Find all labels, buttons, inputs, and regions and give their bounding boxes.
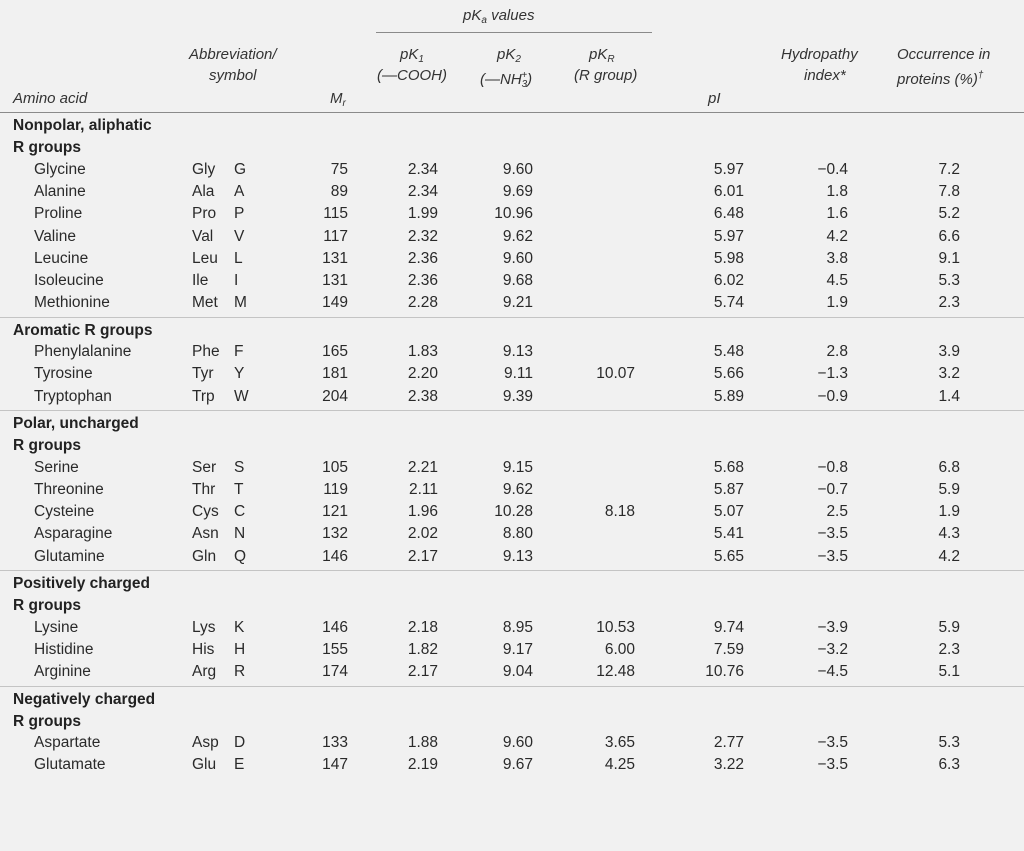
- cell-hydro: −3.5: [817, 734, 848, 752]
- cell-pk2: 9.17: [502, 640, 533, 658]
- cell-hydro: −0.7: [817, 480, 848, 498]
- cell-mr: 155: [322, 640, 348, 658]
- cell-occ: 5.9: [938, 618, 960, 636]
- cell-occ: 7.2: [938, 160, 960, 178]
- group-heading: R groups: [13, 597, 82, 615]
- cell-abbr: Thr: [192, 480, 216, 498]
- cell-abbr: Cys: [192, 503, 219, 521]
- cell-pk2: 9.60: [502, 734, 533, 752]
- cell-pk2: 9.69: [502, 182, 533, 200]
- cell-name: Proline: [34, 205, 83, 223]
- cell-pk1: 2.21: [407, 458, 438, 476]
- cell-pk2: 9.60: [502, 249, 533, 267]
- pkr-header-line1: $pK_R$: [589, 46, 615, 65]
- cell-hydro: −3.2: [817, 640, 848, 658]
- cell-occ: 5.3: [938, 734, 960, 752]
- cell-pi: 5.87: [713, 480, 744, 498]
- cell-hydro: −3.5: [817, 525, 848, 543]
- cell-occ: 5.9: [938, 480, 960, 498]
- cell-sym: P: [234, 205, 245, 223]
- cell-pi: 2.77: [713, 734, 744, 752]
- cell-sym: D: [234, 734, 246, 752]
- cell-name: Lysine: [34, 618, 79, 636]
- cell-pkr: 4.25: [604, 756, 635, 774]
- cell-pk1: 1.99: [407, 205, 438, 223]
- group-separator-rule: [0, 410, 1024, 411]
- cell-hydro: 4.5: [826, 272, 848, 290]
- cell-occ: 2.3: [938, 294, 960, 312]
- group-heading: R groups: [13, 712, 82, 730]
- cell-pi: 5.07: [713, 503, 744, 521]
- pk2-header-line1: $pK_2$: [497, 46, 521, 65]
- occurrence-header-line2: proteins (%)†: [897, 70, 984, 88]
- occurrence-header-line1: Occurrence in: [897, 46, 991, 63]
- cell-occ: 1.9: [938, 503, 960, 521]
- group-heading: Positively charged: [13, 575, 150, 592]
- group-heading: Negatively charged: [13, 690, 156, 708]
- cell-occ: 2.3: [938, 640, 960, 658]
- cell-hydro: 1.8: [826, 182, 848, 200]
- cell-abbr: Asp: [192, 734, 219, 752]
- cell-sym: M: [234, 294, 247, 312]
- cell-pk1: 1.82: [407, 640, 438, 658]
- cell-hydro: −0.4: [817, 160, 848, 178]
- cell-mr: 75: [330, 160, 348, 178]
- cell-mr: 181: [322, 365, 348, 383]
- cell-pk1: 1.88: [407, 734, 438, 752]
- mr-header: $M_r$: [330, 90, 346, 109]
- cell-occ: 6.6: [938, 227, 960, 245]
- cell-hydro: 1.6: [826, 205, 848, 223]
- cell-pk2: 9.13: [502, 343, 533, 360]
- group-heading: R groups: [13, 139, 82, 157]
- group-heading: Nonpolar, aliphatic: [13, 117, 152, 134]
- cell-hydro: 2.5: [826, 503, 848, 521]
- cell-abbr: Tyr: [192, 365, 214, 383]
- cell-sym: V: [234, 227, 245, 245]
- cell-mr: 89: [330, 182, 348, 200]
- cell-abbr: Ala: [192, 182, 215, 200]
- pka-values-header: $pK_a$ values: [463, 7, 535, 26]
- cell-abbr: Met: [192, 294, 218, 312]
- cell-name: Tryptophan: [34, 387, 112, 405]
- cell-hydro: −3.5: [817, 756, 848, 774]
- cell-sym: Q: [234, 547, 247, 565]
- cell-pk1: 2.02: [407, 525, 438, 543]
- cell-name: Threonine: [34, 480, 104, 498]
- cell-pk2: 9.13: [502, 547, 533, 565]
- cell-abbr: Gly: [192, 160, 216, 178]
- cell-mr: 146: [322, 547, 348, 565]
- cell-sym: N: [234, 525, 246, 543]
- cell-hydro: 3.8: [826, 249, 848, 267]
- group-heading: R groups: [13, 437, 82, 455]
- cell-abbr: His: [192, 640, 215, 658]
- cell-mr: 146: [322, 618, 348, 636]
- cell-pk1: 2.19: [407, 756, 438, 774]
- cell-mr: 117: [323, 227, 348, 245]
- cell-abbr: Lys: [192, 618, 216, 636]
- group-heading: Polar, uncharged: [13, 414, 139, 432]
- cell-name: Asparagine: [34, 525, 113, 543]
- cell-sym: F: [234, 343, 244, 360]
- cell-pi: 5.74: [713, 294, 744, 312]
- cell-pk2: 9.15: [502, 458, 533, 476]
- cell-pk1: 1.96: [407, 503, 438, 521]
- group-separator-rule: [0, 570, 1024, 571]
- cell-pi: 5.68: [713, 458, 744, 476]
- abbrev-header-line2: symbol: [209, 67, 257, 84]
- cell-sym: W: [234, 387, 249, 405]
- cell-sym: C: [234, 503, 246, 521]
- cell-abbr: Ile: [192, 272, 209, 290]
- cell-mr: 115: [323, 205, 348, 223]
- cell-abbr: Phe: [192, 343, 220, 360]
- cell-occ: 5.2: [938, 205, 960, 223]
- cell-hydro: 1.9: [826, 294, 848, 312]
- cell-name: Serine: [34, 458, 79, 476]
- cell-occ: 5.1: [938, 663, 960, 681]
- cell-name: Glutamine: [34, 547, 105, 565]
- cell-abbr: Arg: [192, 663, 217, 681]
- cell-hydro: −0.9: [817, 387, 848, 405]
- cell-pk1: 2.11: [408, 480, 438, 498]
- pkr-header-line2: (R group): [574, 67, 638, 84]
- cell-mr: 133: [322, 734, 348, 752]
- cell-sym: T: [234, 480, 244, 498]
- cell-mr: 165: [322, 343, 348, 360]
- cell-pk2: 9.62: [502, 480, 533, 498]
- cell-pk1: 2.36: [407, 272, 438, 290]
- cell-mr: 105: [322, 458, 348, 476]
- cell-abbr: Asn: [192, 525, 219, 543]
- group-separator-rule: [0, 317, 1024, 318]
- cell-pi: 9.74: [713, 618, 744, 636]
- cell-mr: 147: [322, 756, 348, 774]
- cell-hydro: −1.3: [817, 365, 848, 383]
- cell-abbr: Val: [192, 227, 214, 245]
- cell-pi: 5.48: [713, 343, 744, 360]
- cell-pk1: 2.18: [407, 618, 438, 636]
- cell-sym: E: [234, 756, 245, 774]
- cell-hydro: −0.8: [817, 458, 848, 476]
- group-separator-rule: [0, 686, 1024, 687]
- cell-pi: 5.66: [713, 365, 744, 383]
- cell-pi: 5.97: [713, 160, 744, 178]
- cell-abbr: Trp: [192, 387, 215, 405]
- cell-pk1: 2.38: [407, 387, 438, 405]
- cell-mr: 149: [322, 294, 348, 312]
- cell-pk1: 2.34: [407, 182, 438, 200]
- cell-sym: S: [234, 458, 245, 476]
- cell-pk1: 2.28: [407, 294, 438, 312]
- cell-mr: 174: [322, 663, 348, 681]
- cell-pk2: 9.62: [502, 227, 533, 245]
- cell-name: Glycine: [34, 160, 86, 178]
- cell-occ: 3.9: [938, 343, 960, 360]
- header-bottom-rule: [0, 112, 1024, 113]
- amino-acid-header: Amino acid: [13, 90, 88, 107]
- cell-abbr: Ser: [192, 458, 217, 476]
- cell-pkr: 10.07: [596, 365, 635, 383]
- cell-name: Aspartate: [34, 734, 101, 752]
- cell-sym: H: [234, 640, 246, 658]
- cell-name: Histidine: [34, 640, 94, 658]
- cell-pk2: 10.28: [494, 503, 533, 521]
- cell-pkr: 6.00: [604, 640, 635, 658]
- pka-header-rule: [376, 32, 652, 33]
- pi-header: pI: [708, 90, 721, 107]
- pk1-header-line2: (—COOH): [377, 67, 447, 84]
- cell-occ: 7.8: [938, 182, 960, 200]
- cell-pi: 3.22: [713, 756, 744, 774]
- pk2-header-line2: $(—NH_3^+)$: [480, 70, 533, 90]
- cell-pk1: 1.83: [407, 343, 438, 360]
- cell-pk2: 10.96: [494, 205, 533, 223]
- cell-pi: 5.97: [713, 227, 744, 245]
- cell-occ: 4.3: [938, 525, 960, 543]
- abbrev-header-line1: Abbreviation/: [189, 46, 277, 63]
- cell-name: Phenylalanine: [34, 343, 132, 360]
- hydropathy-header-line1: Hydropathy: [781, 46, 858, 63]
- cell-occ: 4.2: [938, 547, 960, 565]
- cell-hydro: −3.5: [817, 547, 848, 565]
- cell-pk2: 9.11: [503, 365, 533, 383]
- cell-occ: 6.3: [938, 756, 960, 774]
- cell-occ: 6.8: [938, 458, 960, 476]
- cell-name: Cysteine: [34, 503, 95, 521]
- cell-pk1: 2.34: [407, 160, 438, 178]
- cell-pi: 6.01: [713, 182, 744, 200]
- cell-pk2: 9.60: [502, 160, 533, 178]
- cell-pk2: 9.67: [502, 756, 533, 774]
- cell-name: Methionine: [34, 294, 110, 312]
- cell-pi: 5.89: [713, 387, 744, 405]
- cell-name: Valine: [34, 227, 76, 245]
- cell-pkr: 8.18: [604, 503, 635, 521]
- cell-pk2: 8.80: [502, 525, 533, 543]
- cell-occ: 9.1: [938, 249, 960, 267]
- cell-name: Leucine: [34, 249, 89, 267]
- cell-sym: G: [234, 160, 247, 178]
- cell-pk2: 8.95: [502, 618, 533, 636]
- cell-hydro: −4.5: [817, 663, 848, 681]
- cell-pi: 6.48: [713, 205, 744, 223]
- cell-abbr: Pro: [192, 205, 217, 223]
- cell-name: Glutamate: [34, 756, 106, 774]
- cell-name: Arginine: [34, 663, 91, 681]
- cell-pi: 6.02: [713, 272, 744, 290]
- cell-mr: 132: [322, 525, 348, 543]
- cell-pi: 5.98: [713, 249, 744, 267]
- cell-sym: L: [234, 249, 243, 267]
- cell-hydro: 4.2: [826, 227, 848, 245]
- cell-pk2: 9.04: [502, 663, 533, 681]
- cell-name: Tyrosine: [34, 365, 93, 383]
- cell-mr: 131: [322, 272, 348, 290]
- cell-sym: Y: [234, 365, 245, 383]
- cell-hydro: 2.8: [826, 343, 848, 360]
- cell-sym: K: [234, 618, 245, 636]
- cell-pk2: 9.21: [502, 294, 533, 312]
- cell-abbr: Leu: [192, 249, 218, 267]
- cell-mr: 131: [322, 249, 348, 267]
- cell-pk2: 9.68: [502, 272, 533, 290]
- cell-pi: 10.76: [705, 663, 744, 681]
- cell-occ: 5.3: [938, 272, 960, 290]
- cell-pk2: 9.39: [502, 387, 533, 405]
- cell-pi: 5.65: [713, 547, 744, 565]
- cell-mr: 121: [322, 503, 348, 521]
- cell-sym: I: [234, 272, 239, 290]
- cell-pkr: 10.53: [596, 618, 635, 636]
- cell-occ: 3.2: [938, 365, 960, 383]
- cell-pk1: 2.32: [407, 227, 438, 245]
- cell-mr: 204: [322, 387, 348, 405]
- cell-pk1: 2.36: [407, 249, 438, 267]
- cell-pk1: 2.20: [407, 365, 438, 383]
- cell-mr: 119: [323, 480, 348, 498]
- pk1-header-line1: $pK_1$: [400, 46, 424, 65]
- group-heading: Aromatic R groups: [13, 321, 153, 339]
- cell-abbr: Glu: [192, 756, 217, 774]
- cell-name: Alanine: [34, 182, 86, 200]
- cell-sym: A: [234, 182, 245, 200]
- cell-pkr: 3.65: [604, 734, 635, 752]
- cell-pi: 7.59: [713, 640, 744, 658]
- cell-abbr: Gln: [192, 547, 217, 565]
- cell-pk1: 2.17: [407, 663, 438, 681]
- cell-pk1: 2.17: [407, 547, 438, 565]
- cell-name: Isoleucine: [34, 272, 104, 290]
- cell-pi: 5.41: [713, 525, 744, 543]
- cell-hydro: −3.9: [817, 618, 848, 636]
- cell-occ: 1.4: [938, 387, 960, 405]
- cell-pkr: 12.48: [596, 663, 635, 681]
- hydropathy-header-line2: index*: [804, 67, 846, 84]
- cell-sym: R: [234, 663, 246, 681]
